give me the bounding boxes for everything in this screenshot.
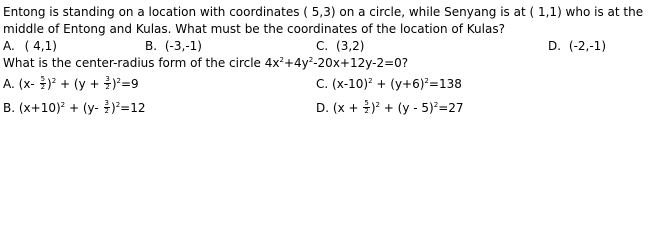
question-1-line-2: middle of Entong and Kulas. What must be the coordinates of the location of Kulas? bbox=[3, 22, 505, 36]
choice-letter: D. bbox=[548, 39, 562, 53]
fraction-numerator: 5 bbox=[40, 75, 46, 83]
expr-part: + (y+6) bbox=[372, 77, 425, 91]
exponent: 2 bbox=[60, 101, 66, 109]
expr-part: (x + bbox=[332, 101, 363, 115]
fraction bbox=[104, 100, 110, 115]
choice-letter: A. bbox=[3, 39, 15, 53]
expr-part: ) bbox=[47, 77, 52, 91]
exponent: 2 bbox=[375, 101, 380, 109]
question-1-choice-a[interactable] bbox=[3, 38, 57, 55]
question-1-choice-c[interactable] bbox=[316, 38, 364, 55]
exponent: 2 bbox=[279, 56, 284, 64]
fraction-numerator: 5 bbox=[364, 99, 369, 107]
choice-letter: C. bbox=[316, 77, 329, 91]
exponent: 2 bbox=[116, 77, 121, 85]
fraction-numerator: 3 bbox=[105, 75, 110, 83]
choice-letter: B. bbox=[3, 101, 16, 115]
question-1-choice-b[interactable] bbox=[145, 38, 202, 55]
question-2-choice-d[interactable] bbox=[316, 97, 464, 119]
fraction bbox=[104, 76, 110, 91]
expr-part: (x- bbox=[18, 77, 39, 91]
expr-part: =27 bbox=[438, 101, 464, 115]
question-2-choice-c[interactable] bbox=[316, 73, 462, 95]
expr-part: ) bbox=[111, 77, 117, 91]
question-2-choice-b[interactable] bbox=[3, 97, 146, 119]
fraction bbox=[40, 76, 46, 91]
fraction bbox=[363, 100, 369, 115]
stem-part: -20x+12y-2=0? bbox=[313, 56, 409, 70]
fraction-denominator: 2 bbox=[104, 107, 110, 115]
exponent: 2 bbox=[115, 101, 121, 109]
expr-part: + (y - 5) bbox=[379, 101, 434, 115]
choice-text: (3,2) bbox=[336, 39, 365, 53]
expr-part: =12 bbox=[120, 101, 146, 115]
expr-part: ) bbox=[370, 101, 376, 115]
fraction-denominator: 2 bbox=[40, 83, 46, 91]
expr-part: ) bbox=[111, 101, 116, 115]
question-2-choice-a[interactable] bbox=[3, 73, 139, 95]
exponent: 2 bbox=[51, 77, 57, 85]
exponent: 2 bbox=[308, 56, 314, 64]
stem-part: +4y bbox=[283, 56, 309, 70]
exponent: 2 bbox=[424, 77, 429, 85]
expr-part: + (y- bbox=[65, 101, 103, 115]
expr-part: =138 bbox=[428, 77, 462, 91]
fraction-denominator: 2 bbox=[364, 107, 369, 115]
choice-text: (-2,-1) bbox=[568, 39, 606, 53]
choice-letter: C. bbox=[316, 39, 329, 53]
expr-part: + (y + bbox=[56, 77, 104, 91]
expr-part: (x+10) bbox=[18, 101, 61, 115]
choice-letter: A. bbox=[3, 77, 15, 91]
question-2-stem bbox=[3, 55, 408, 72]
expr-part: =9 bbox=[120, 77, 139, 91]
stem-part: What is the center-radius form of the circle 4x bbox=[3, 56, 280, 70]
choice-letter: B. bbox=[145, 39, 158, 53]
fraction-denominator: 2 bbox=[105, 83, 110, 91]
choice-text: ( 4,1) bbox=[24, 39, 57, 53]
question-1-choice-d[interactable] bbox=[548, 38, 606, 55]
fraction-numerator: 3 bbox=[104, 99, 110, 107]
choice-letter: D. bbox=[316, 101, 330, 115]
choice-text: (-3,-1) bbox=[164, 39, 202, 53]
expr-part: (x-10) bbox=[332, 77, 369, 91]
exponent: 2 bbox=[368, 77, 373, 85]
exponent: 2 bbox=[433, 101, 439, 109]
question-1-line-1: Entong is standing on a location with coordinates ( 5,3) on a circle, while Senyang is at ( 1,1) who is at the bbox=[3, 5, 644, 19]
